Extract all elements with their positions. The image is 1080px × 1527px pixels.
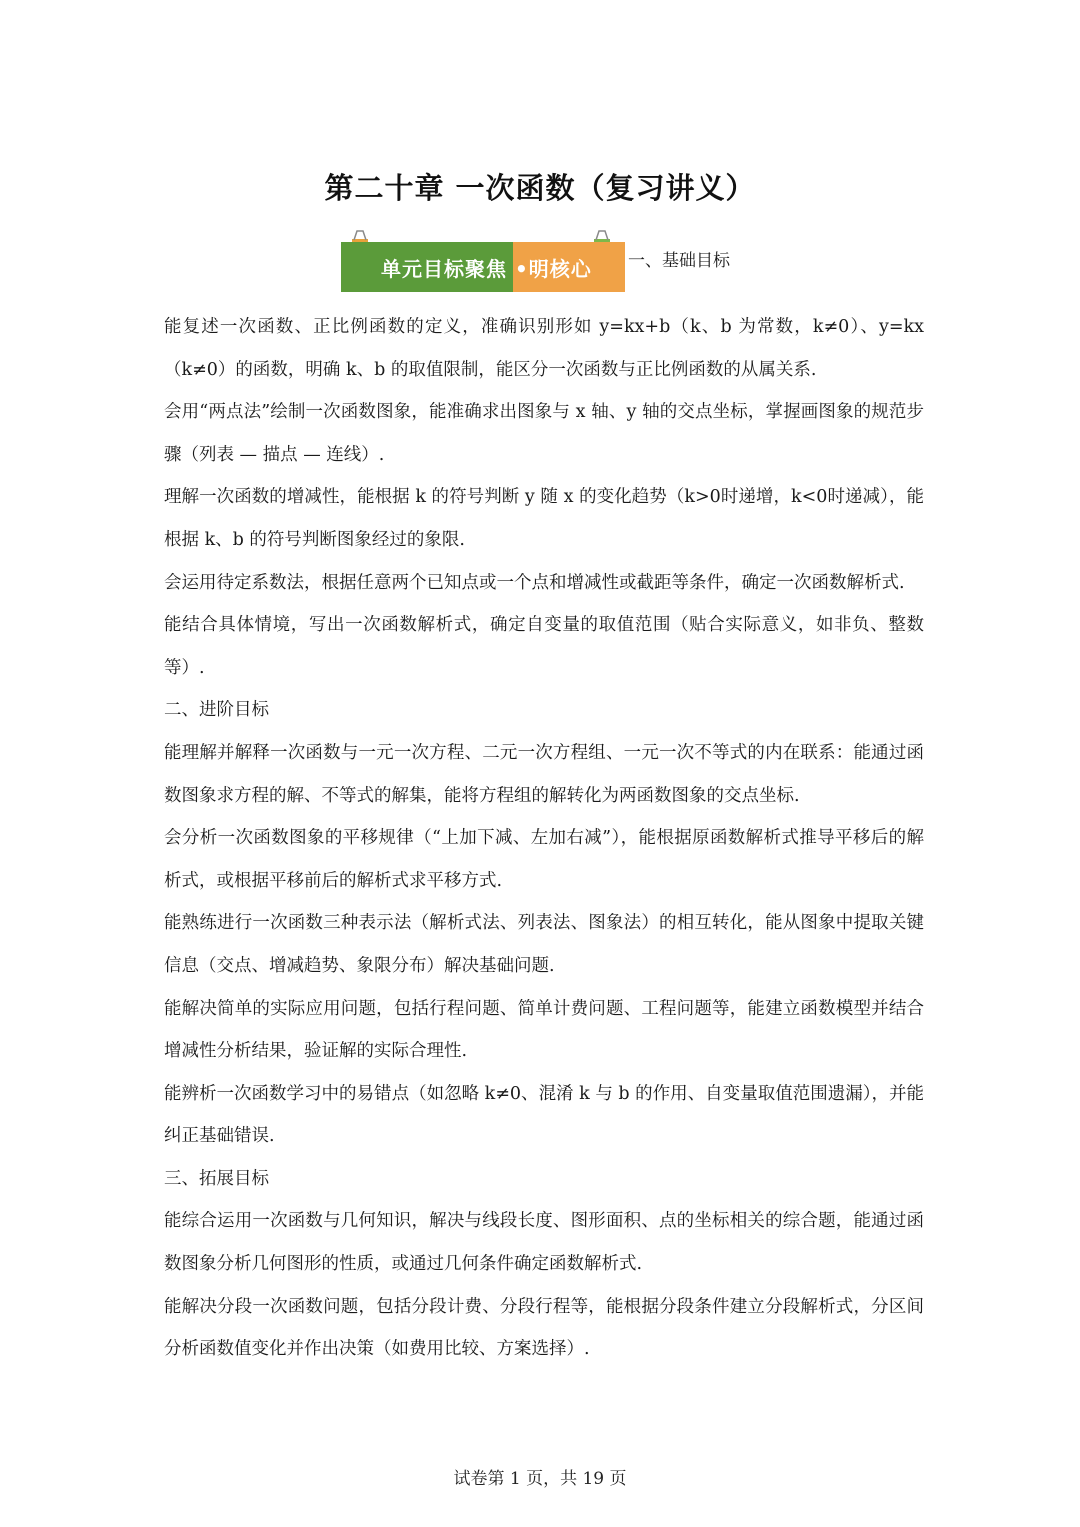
paragraph: 能熟练进行一次函数三种表示法（解析式法、列表法、图象法）的相互转化，能从图象中提取关键信息（交点、增减趋势、象限分布）解决基础问题. <box>164 913 924 976</box>
page-footer: 试卷第 1 页，共 19 页 <box>453 1469 627 1489</box>
unit-goal-banner <box>341 230 625 292</box>
paragraph: 能辨析一次函数学习中的易错点（如忽略 k≠0、混淆 k 与 b 的作用、自变量取值范围遗漏），并能纠正基础错误. <box>164 1083 924 1147</box>
section-heading-advanced: 二、进阶目标 <box>164 700 269 721</box>
paragraph: 会用“两点法”绘制一次函数图象，能准确求出图象与 x 轴、y 轴的交点坐标，掌握画图象的规范步骤（列表 — 描点 — 连线）. <box>164 402 924 465</box>
page-title: 第二十章 一次函数（复习讲义） <box>324 171 756 205</box>
section-heading-basic: 一、基础目标 <box>628 251 730 271</box>
paragraph: 能结合具体情境，写出一次函数解析式，确定自变量的取值范围（贴合实际意义，如非负、整数等）. <box>164 615 924 678</box>
paragraph: 能解决简单的实际应用问题，包括行程问题、简单计费问题、工程问题等，能建立函数模型并结合增减性分析结果，验证解的实际合理性. <box>164 998 924 1062</box>
paragraph: 能复述一次函数、正比例函数的定义，准确识别形如 y=kx+b（k、b 为常数，k≠0）、y=kx（k≠0）的函数，明确 k、b 的取值限制，能区分一次函数与正比例函数的从属关系. <box>164 317 924 380</box>
section-heading-extended: 三、拓展目标 <box>164 1168 269 1189</box>
paragraph: 能理解并解释一次函数与一元一次方程、二元一次方程组、一元一次不等式的内在联系：能通过函数图象求方程的解、不等式的解集，能将方程组的解转化为两函数图象的交点坐标. <box>164 742 924 806</box>
banner-left-label: 单元目标聚焦 <box>341 242 513 292</box>
document-body <box>164 306 924 1371</box>
paragraph: 能解决分段一次函数问题，包括分段计费、分段行程等，能根据分段条件建立分段解析式，分区间分析函数值变化并作出决策（如费用比较、方案选择）. <box>164 1296 924 1360</box>
paragraph: 理解一次函数的增减性，能根据 k 的符号判断 y 随 x 的变化趋势（k>0时递增，k<0时递减），能根据 k、b 的符号判断图象经过的象限. <box>164 487 924 550</box>
paragraph: 能综合运用一次函数与几何知识，解决与线段长度、图形面积、点的坐标相关的综合题，能通过函数图象分析几何图形的性质，或通过几何条件确定函数解析式. <box>164 1211 924 1275</box>
paragraph: 会分析一次函数图象的平移规律（“上加下减、左加右减”），能根据原函数解析式推导平移后的解析式，或根据平移前后的解析式求平移方式. <box>164 828 924 891</box>
banner-right-label: •明核心 <box>513 242 625 292</box>
paragraph: 会运用待定系数法，根据任意两个已知点或一个点和增减性或截距等条件，确定一次函数解析式. <box>164 572 905 593</box>
